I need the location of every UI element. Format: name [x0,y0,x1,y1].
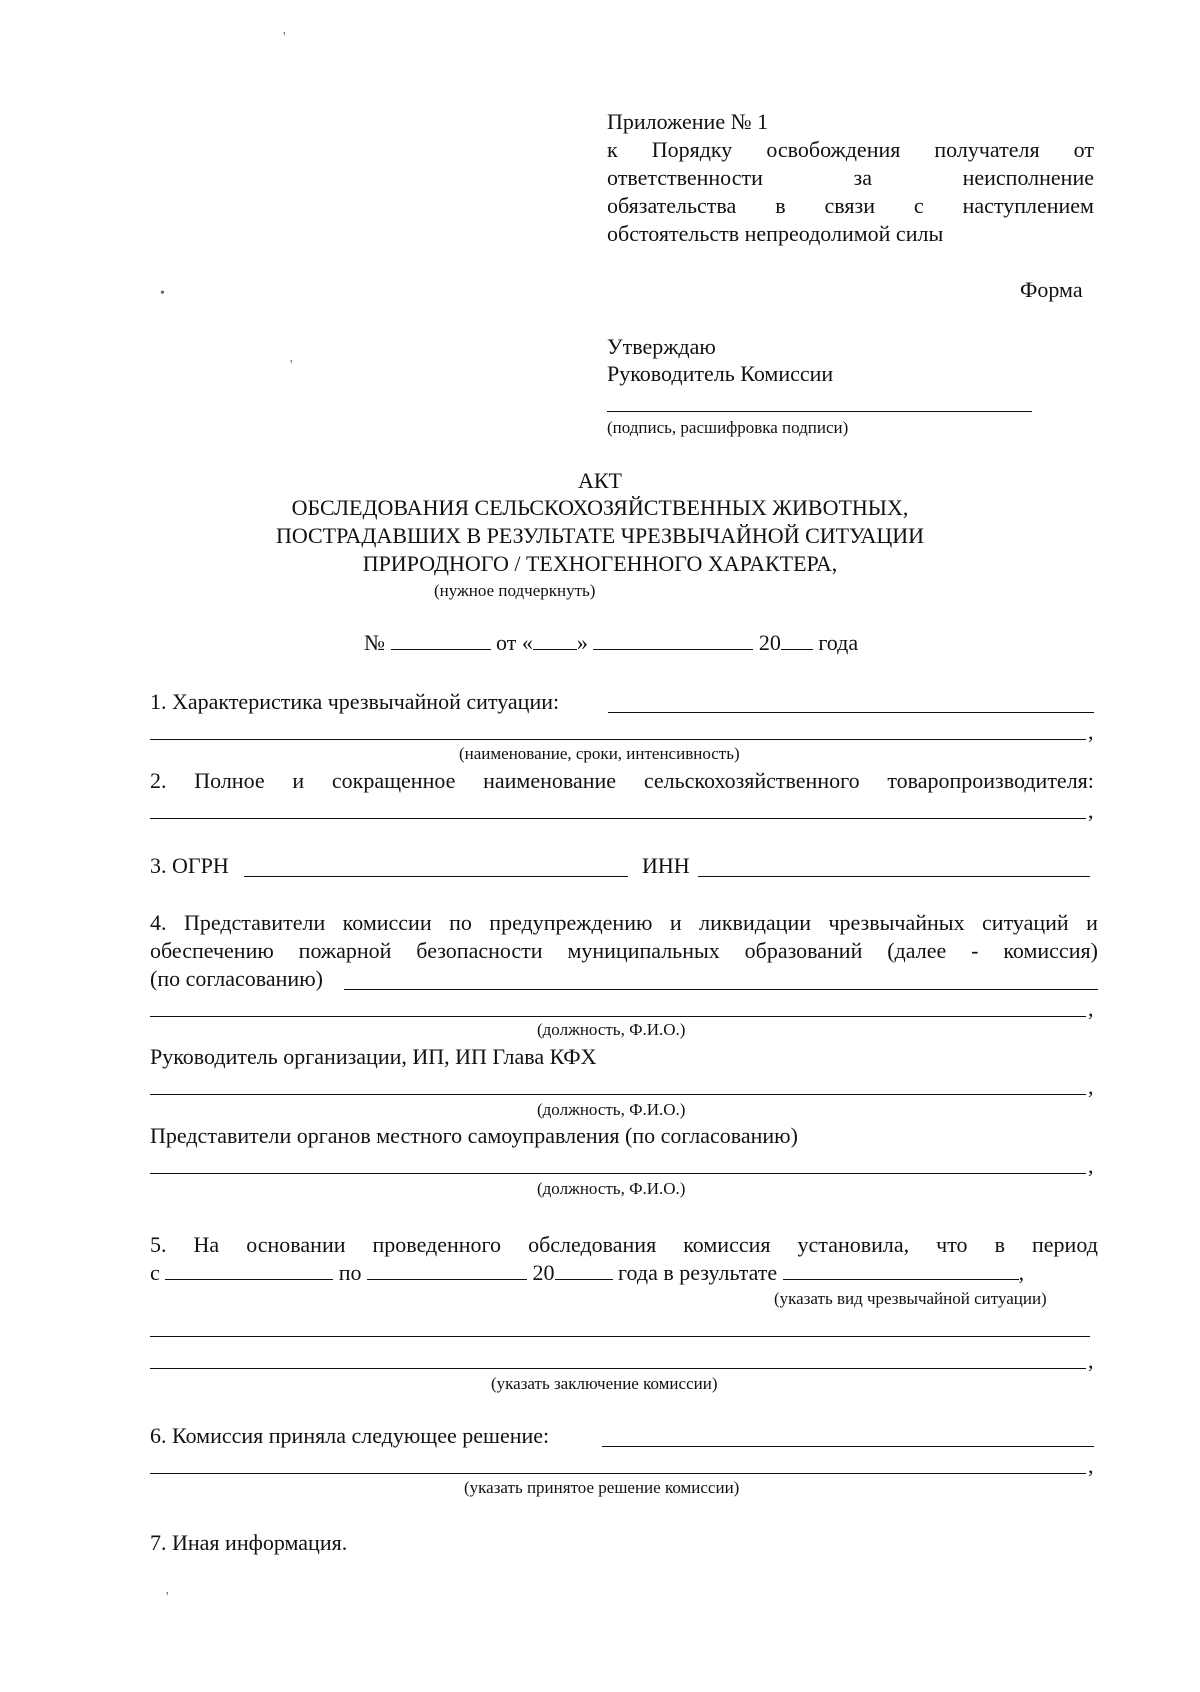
emergency-type-caption: (указать вид чрезвычайной ситуации) [774,1289,1047,1308]
comma: , [1088,1074,1094,1099]
act-title-line-4: ПРИРОДНОГО / ТЕХНОГЕННОГО ХАРАКТЕРА, [362,551,838,576]
section-2-label [150,768,1094,794]
head-caption: (должность, Ф.И.О.) [537,1100,686,1119]
comma: , [1088,1348,1094,1373]
local-gov-field[interactable] [150,1173,1086,1174]
word: образований [744,938,863,963]
word: с [913,193,924,218]
date-close: » [576,630,588,655]
local-gov-label: Представители органов местного самоуправления (по согласованию) [150,1123,798,1148]
word: 2. [150,768,167,793]
comma: , [1088,719,1094,744]
conclusion-caption: (указать заключение комиссии) [491,1374,718,1393]
word: обеспечению [150,938,274,963]
period-year-field[interactable] [555,1261,613,1280]
word: ситуаций [982,910,1069,935]
word: за [853,165,872,190]
period-to-field[interactable] [367,1261,527,1280]
form-label: Форма [1020,277,1083,302]
word: что [936,1232,968,1257]
appendix-line-3 [607,165,1094,191]
section-5-line-2 [150,1260,1024,1286]
word: основании [246,1232,346,1257]
section-1-caption: (наименование, сроки, интенсивность) [459,744,740,763]
conclusion-field[interactable] [150,1336,1090,1337]
word: установила, [797,1232,910,1257]
section-1-field[interactable] [608,712,1094,713]
word: и [292,768,305,793]
act-title-line-2: ОБСЛЕДОВАНИЯ СЕЛЬСКОХОЗЯЙСТВЕННЫХ ЖИВОТНЫХ, [291,495,909,520]
period-from-label: с [150,1260,160,1285]
act-number-line [364,630,858,656]
section-4-line-2 [150,938,1098,964]
word: в [775,193,786,218]
decision-field[interactable] [602,1446,1094,1447]
conclusion-field-2[interactable] [150,1368,1086,1369]
appendix-title: Приложение № 1 [607,109,769,134]
section-4-line-1 [150,910,1098,936]
word: и [669,910,682,935]
head-label: Руководитель организации, ИП, ИП Глава КФХ [150,1044,597,1069]
word: муниципальных [567,938,720,963]
word: наименование [483,768,617,793]
comma: , [1088,798,1094,823]
emergency-type-field[interactable] [783,1261,1019,1280]
act-title: АКТ [578,468,622,493]
year-prefix: 20 [532,1260,555,1285]
section-5-line-1 [150,1232,1098,1258]
section-7-label: 7. Иная информация. [150,1530,348,1555]
word: чрезвычайных [828,910,965,935]
scan-speck: ' [166,1590,169,1605]
inn-label: ИНН [642,853,690,878]
scan-speck: ' [283,30,286,45]
commission-field[interactable] [344,989,1098,990]
appendix-line-2 [607,137,1094,163]
comma: , [1088,1453,1094,1478]
scan-speck: • [160,286,165,301]
result-label: года в результате [618,1260,778,1285]
word: Полное [194,768,265,793]
head-field[interactable] [150,1094,1086,1095]
appendix-line-4 [607,193,1094,219]
word: 4. [150,910,167,935]
year-suffix: года [818,630,859,655]
word: сельскохозяйственного [643,768,860,793]
section-4-line-3: (по согласованию) [150,966,323,991]
word: Представители [183,910,326,935]
act-number-field[interactable] [391,631,491,650]
period-to-label: по [338,1260,362,1285]
word: по [449,910,472,935]
inn-field[interactable] [698,876,1090,877]
word: (далее [887,938,947,963]
word: ликвидации [699,910,811,935]
word: к [607,137,618,162]
signature-line[interactable] [607,411,1032,412]
act-title-line-3: ПОСТРАДАВШИХ В РЕЗУЛЬТАТЕ ЧРЕЗВЫЧАЙНОЙ СИТУАЦИИ [275,523,925,548]
decision-caption: (указать принятое решение комиссии) [464,1478,740,1497]
section-1-label: 1. Характеристика чрезвычайной ситуации: [150,689,560,714]
year-prefix: 20 [758,630,781,655]
word: и [1086,910,1098,935]
appendix-line-5: обстоятельств непреодолимой силы [607,221,944,246]
word: освобождения [766,137,901,162]
scan-speck: ' [290,358,293,373]
word: безопасности [416,938,543,963]
section-6-label: 6. Комиссия приняла следующее решение: [150,1423,550,1448]
date-month-field[interactable] [593,631,753,650]
word: - [971,938,979,963]
approve-label: Утверждаю [607,334,716,359]
comma: , [1088,996,1094,1021]
ogrn-label: 3. ОГРН [150,853,229,878]
commission-caption: (должность, Ф.И.О.) [537,1020,686,1039]
commission-field-2[interactable] [150,1016,1086,1017]
word: пожарной [298,938,392,963]
word: период [1032,1232,1098,1257]
approve-role: Руководитель Комиссии [607,361,834,386]
number-sign: № [364,630,385,655]
word: На [193,1232,220,1257]
word: наступлением [962,193,1094,218]
word: неисполнение [962,165,1094,190]
word: комиссии [342,910,432,935]
word: комиссия [683,1232,771,1257]
word: Порядку [651,137,733,162]
local-gov-caption: (должность, Ф.И.О.) [537,1179,686,1198]
word: в [994,1232,1005,1257]
word: обследования [528,1232,657,1257]
word: сокращенное [331,768,456,793]
word: проведенного [372,1232,502,1257]
word: от [1073,137,1094,162]
word: ответственности [607,165,763,190]
word: комиссия) [1003,938,1098,963]
date-year-field[interactable] [781,631,813,650]
date-open: от « [496,630,533,655]
comma: , [1018,1260,1025,1285]
date-day-field[interactable] [533,631,577,650]
word: обязательства [607,193,737,218]
comma: , [1088,1153,1094,1178]
decision-field-2[interactable] [150,1473,1086,1474]
word: товаропроизводителя: [887,768,1094,793]
section-1-field-2[interactable] [150,739,1086,740]
section-2-field[interactable] [150,818,1086,819]
ogrn-field[interactable] [244,876,628,877]
period-from-field[interactable] [165,1261,333,1280]
underline-note: (нужное подчеркнуть) [434,581,596,600]
signature-caption: (подпись, расшифровка подписи) [607,418,849,437]
word: получателя [934,137,1040,162]
word: предупреждению [489,910,653,935]
word: связи [824,193,875,218]
word: 5. [150,1232,167,1257]
